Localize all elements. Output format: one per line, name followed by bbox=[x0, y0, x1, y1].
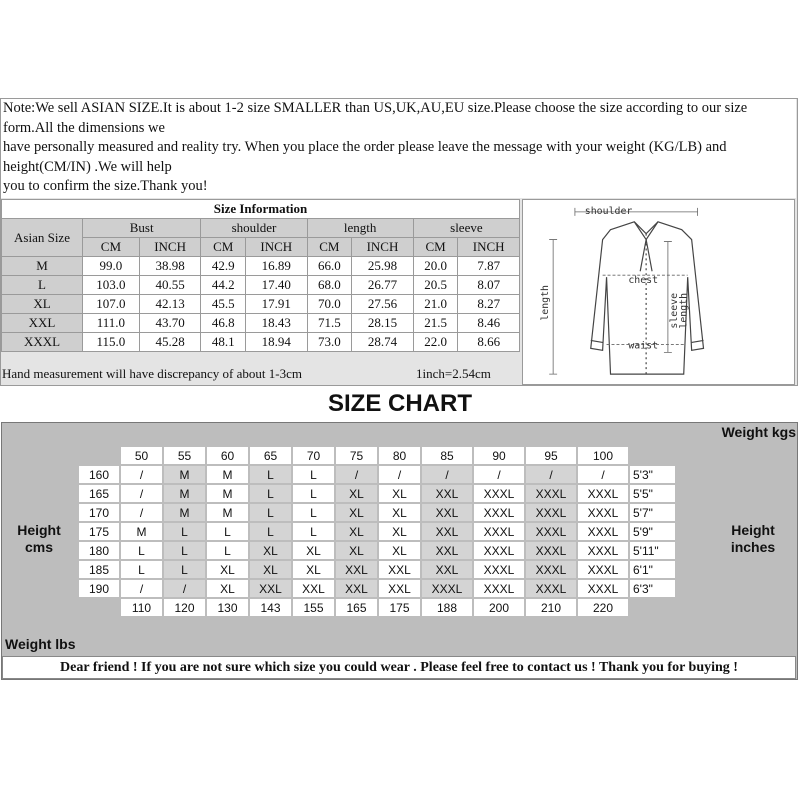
size-cell: XL bbox=[207, 561, 248, 578]
size-cell: XXXL bbox=[526, 580, 576, 597]
size-cell: M bbox=[164, 485, 205, 502]
shoulder-label: shoulder bbox=[584, 205, 633, 217]
size-cell: L bbox=[207, 523, 248, 540]
size-cell: XXL bbox=[422, 542, 472, 559]
measurement-cell: 17.40 bbox=[246, 276, 308, 295]
size-cell: XL bbox=[336, 504, 377, 521]
size-cell: XXL bbox=[250, 580, 291, 597]
weight-lbs-cell: 130 bbox=[207, 599, 248, 616]
unit-header: CM bbox=[201, 238, 246, 257]
measurement-cell: 40.55 bbox=[139, 276, 201, 295]
size-info-row bbox=[2, 276, 520, 295]
measurement-cell: 99.0 bbox=[83, 257, 140, 276]
weight-kg-cell: 70 bbox=[293, 447, 334, 464]
size-cell: XXL bbox=[379, 580, 420, 597]
size-cell: / bbox=[578, 466, 628, 483]
size-cell: L bbox=[164, 523, 205, 540]
size-label: M bbox=[2, 257, 83, 276]
sleeve-header: sleeve bbox=[413, 219, 519, 238]
size-cell: L bbox=[250, 466, 291, 483]
size-cell: XXL bbox=[379, 561, 420, 578]
size-chart-row bbox=[79, 561, 675, 578]
size-cell: M bbox=[164, 504, 205, 521]
size-chart-row bbox=[79, 542, 675, 559]
size-cell: XXXL bbox=[474, 504, 524, 521]
measurement-cell: 111.0 bbox=[83, 314, 140, 333]
size-chart-row bbox=[79, 485, 675, 502]
size-cell: L bbox=[293, 504, 334, 521]
corner-cell bbox=[79, 599, 119, 616]
size-info-row bbox=[2, 257, 520, 276]
bust-header: Bust bbox=[83, 219, 201, 238]
measurement-cell: 8.46 bbox=[458, 314, 520, 333]
size-cell: XL bbox=[293, 542, 334, 559]
size-cell: XXL bbox=[336, 580, 377, 597]
size-cell: XXXL bbox=[526, 523, 576, 540]
size-cell: XXXL bbox=[474, 523, 524, 540]
size-cell: XL bbox=[379, 542, 420, 559]
size-cell: M bbox=[164, 466, 205, 483]
weight-kgs-label: Weight kgs bbox=[721, 424, 796, 440]
size-cell: M bbox=[207, 466, 248, 483]
chest-label: chest bbox=[628, 275, 659, 287]
size-cell: XXXL bbox=[474, 561, 524, 578]
measurement-cell: 42.9 bbox=[201, 257, 246, 276]
size-cell: XXL bbox=[422, 485, 472, 502]
size-cell: L bbox=[293, 466, 334, 483]
size-cell: XXXL bbox=[474, 485, 524, 502]
size-cell: L bbox=[250, 485, 291, 502]
measurement-cell: 17.91 bbox=[246, 295, 308, 314]
measurement-cell: 42.13 bbox=[139, 295, 201, 314]
measurement-cell: 25.98 bbox=[352, 257, 414, 276]
size-note bbox=[1, 99, 796, 198]
size-label: XXL bbox=[2, 314, 83, 333]
size-chart-grid bbox=[77, 445, 677, 618]
height-inch-cell: 5'3" bbox=[630, 466, 675, 483]
size-chart-row bbox=[79, 504, 675, 521]
measurement-cell: 28.74 bbox=[352, 333, 414, 352]
weight-kg-cell: 100 bbox=[578, 447, 628, 464]
size-cell: XXL bbox=[336, 561, 377, 578]
size-cell: XL bbox=[250, 542, 291, 559]
height-cm-cell: 160 bbox=[79, 466, 119, 483]
note-line-2: form.All the dimensions we bbox=[3, 119, 165, 136]
weight-kg-cell: 75 bbox=[336, 447, 377, 464]
size-cell: XXXL bbox=[578, 504, 628, 521]
height-inches-label-line-2: inches bbox=[730, 539, 776, 555]
measurement-cell: 48.1 bbox=[201, 333, 246, 352]
weight-kg-cell: 95 bbox=[526, 447, 576, 464]
weight-lbs-cell: 175 bbox=[379, 599, 420, 616]
size-chart-row bbox=[79, 466, 675, 483]
weight-lbs-cell: 210 bbox=[526, 599, 576, 616]
height-inches-label-line-1: Height bbox=[731, 522, 775, 538]
unit-header: CM bbox=[307, 238, 352, 257]
size-cell: XXXL bbox=[578, 561, 628, 578]
size-cell: L bbox=[164, 542, 205, 559]
size-information-table bbox=[1, 199, 520, 352]
size-cell: XXXL bbox=[578, 523, 628, 540]
height-inch-cell: 5'11" bbox=[630, 542, 675, 559]
height-cm-cell: 190 bbox=[79, 580, 119, 597]
asian-size-header: Asian Size bbox=[2, 219, 83, 257]
weight-lbs-cell: 143 bbox=[250, 599, 291, 616]
measurement-cell: 45.5 bbox=[201, 295, 246, 314]
size-chart-row bbox=[79, 523, 675, 540]
measurement-cell: 71.5 bbox=[307, 314, 352, 333]
size-cell: XXXL bbox=[422, 580, 472, 597]
size-cell: / bbox=[422, 466, 472, 483]
note-line-3: have personally measured and reality try. When you place the order please leave the message with your weight (KG/LB) and bbox=[3, 139, 727, 155]
weight-lbs-row bbox=[79, 599, 675, 616]
weight-kg-cell: 90 bbox=[474, 447, 524, 464]
size-cell: XXXL bbox=[526, 504, 576, 521]
weight-lbs-cell: 220 bbox=[578, 599, 628, 616]
size-cell: L bbox=[293, 485, 334, 502]
size-cell: / bbox=[164, 580, 205, 597]
weight-lbs-cell: 110 bbox=[121, 599, 162, 616]
corner-cell bbox=[630, 447, 675, 464]
weight-lbs-cell: 200 bbox=[474, 599, 524, 616]
weight-kg-cell: 50 bbox=[121, 447, 162, 464]
size-cell: XL bbox=[207, 580, 248, 597]
measurement-cell: 103.0 bbox=[83, 276, 140, 295]
height-cms-label-line-2: cms bbox=[24, 539, 54, 555]
height-cm-cell: 185 bbox=[79, 561, 119, 578]
note-line-5: you to confirm the size.Thank you! bbox=[3, 178, 208, 194]
size-cell: / bbox=[121, 466, 162, 483]
size-cell: XXL bbox=[422, 504, 472, 521]
size-cell: XXXL bbox=[578, 485, 628, 502]
size-cell: XXXL bbox=[474, 580, 524, 597]
unit-header: INCH bbox=[139, 238, 201, 257]
sleeve-length-label: length bbox=[678, 292, 690, 329]
size-label: XXXL bbox=[2, 333, 83, 352]
size-cell: XL bbox=[336, 485, 377, 502]
height-cms-label-line-1: Height bbox=[17, 522, 61, 538]
unit-header: INCH bbox=[458, 238, 520, 257]
height-inch-cell: 5'7" bbox=[630, 504, 675, 521]
shirt-measurement-illustration bbox=[523, 200, 794, 384]
unit-header: CM bbox=[413, 238, 458, 257]
height-inch-cell: 6'3" bbox=[630, 580, 675, 597]
measurement-cell: 45.28 bbox=[139, 333, 201, 352]
measurement-cell: 68.0 bbox=[307, 276, 352, 295]
height-cm-cell: 180 bbox=[79, 542, 119, 559]
measurement-cell: 66.0 bbox=[307, 257, 352, 276]
size-info-row bbox=[2, 314, 520, 333]
size-cell: XXXL bbox=[578, 580, 628, 597]
size-cell: XL bbox=[250, 561, 291, 578]
size-cell: / bbox=[336, 466, 377, 483]
weight-lbs-cell: 165 bbox=[336, 599, 377, 616]
measurement-cell: 28.15 bbox=[352, 314, 414, 333]
size-cell: / bbox=[121, 580, 162, 597]
contact-footer: Dear friend ! If you are not sure which size you could wear . Please feel free to contact us ! Thank you for buying ! bbox=[2, 656, 796, 679]
length-header: length bbox=[307, 219, 413, 238]
size-cell: / bbox=[121, 504, 162, 521]
size-cell: XXL bbox=[422, 523, 472, 540]
size-cell: L bbox=[250, 523, 291, 540]
size-cell: M bbox=[207, 485, 248, 502]
measurement-cell: 38.98 bbox=[139, 257, 201, 276]
unit-header: CM bbox=[83, 238, 140, 257]
size-cell: L bbox=[293, 523, 334, 540]
size-cell: XL bbox=[379, 504, 420, 521]
size-cell: XXL bbox=[293, 580, 334, 597]
weight-lbs-cell: 155 bbox=[293, 599, 334, 616]
measurement-cell: 20.5 bbox=[413, 276, 458, 295]
measurement-cell: 43.70 bbox=[139, 314, 201, 333]
size-cell: XL bbox=[293, 561, 334, 578]
weight-kg-row bbox=[79, 447, 675, 464]
weight-kg-cell: 55 bbox=[164, 447, 205, 464]
note-line-1: Note:We sell ASIAN SIZE.It is about 1-2 size SMALLER than US,UK,AU,EU size.Please choose the size according to our size bbox=[3, 100, 748, 116]
unit-header: INCH bbox=[352, 238, 414, 257]
size-cell: L bbox=[250, 504, 291, 521]
measurement-cell: 107.0 bbox=[83, 295, 140, 314]
measurement-cell: 22.0 bbox=[413, 333, 458, 352]
height-cm-cell: 165 bbox=[79, 485, 119, 502]
size-cell: L bbox=[207, 542, 248, 559]
size-cell: XL bbox=[336, 523, 377, 540]
corner-cell bbox=[79, 447, 119, 464]
size-chart-row bbox=[79, 580, 675, 597]
measurement-cell: 8.66 bbox=[458, 333, 520, 352]
size-cell: L bbox=[121, 561, 162, 578]
height-inch-cell: 5'5" bbox=[630, 485, 675, 502]
weight-lbs-label: Weight lbs bbox=[2, 634, 796, 655]
height-cm-cell: 170 bbox=[79, 504, 119, 521]
size-cell: XXXL bbox=[474, 542, 524, 559]
height-inches-label bbox=[712, 522, 794, 556]
shoulder-header: shoulder bbox=[201, 219, 307, 238]
size-cell: XL bbox=[379, 485, 420, 502]
size-cell: / bbox=[121, 485, 162, 502]
unit-header: INCH bbox=[246, 238, 308, 257]
length-label: length bbox=[540, 285, 552, 321]
inch-conversion-note: 1inch=2.54cm bbox=[416, 366, 491, 381]
weight-kg-cell: 85 bbox=[422, 447, 472, 464]
measurement-cell: 46.8 bbox=[201, 314, 246, 333]
size-info-row bbox=[2, 333, 520, 352]
hand-measurement-note: Hand measurement will have discrepancy of about 1-3cm bbox=[2, 366, 302, 381]
size-cell: XXXL bbox=[526, 561, 576, 578]
size-info-row bbox=[2, 295, 520, 314]
shirt-diagram bbox=[522, 199, 795, 385]
measurement-cell: 70.0 bbox=[307, 295, 352, 314]
size-label: L bbox=[2, 276, 83, 295]
sleeve-label: sleeve bbox=[668, 292, 680, 329]
measurement-cell: 18.43 bbox=[246, 314, 308, 333]
measurement-cell: 73.0 bbox=[307, 333, 352, 352]
measurement-cell: 16.89 bbox=[246, 257, 308, 276]
weight-kg-cell: 65 bbox=[250, 447, 291, 464]
weight-lbs-cell: 188 bbox=[422, 599, 472, 616]
measurement-cell: 26.77 bbox=[352, 276, 414, 295]
size-cell: / bbox=[379, 466, 420, 483]
size-cell: / bbox=[474, 466, 524, 483]
size-cell: L bbox=[164, 561, 205, 578]
note-line-4: height(CM/IN) .We will help bbox=[3, 158, 172, 175]
measurement-cell: 7.87 bbox=[458, 257, 520, 276]
measurement-cell: 20.0 bbox=[413, 257, 458, 276]
size-cell: XXXL bbox=[526, 485, 576, 502]
waist-label: waist bbox=[628, 340, 659, 352]
size-cell: M bbox=[121, 523, 162, 540]
height-cms-label bbox=[3, 522, 75, 556]
measurement-cell: 18.94 bbox=[246, 333, 308, 352]
size-cell: / bbox=[526, 466, 576, 483]
size-info-title: Size Information bbox=[2, 200, 520, 219]
measurement-cell: 115.0 bbox=[83, 333, 140, 352]
height-cm-cell: 175 bbox=[79, 523, 119, 540]
size-label: XL bbox=[2, 295, 83, 314]
size-cell: XL bbox=[336, 542, 377, 559]
measurement-cell: 21.0 bbox=[413, 295, 458, 314]
measurement-cell: 44.2 bbox=[201, 276, 246, 295]
measurement-cell: 8.07 bbox=[458, 276, 520, 295]
size-cell: XXL bbox=[422, 561, 472, 578]
size-chart-title: SIZE CHART bbox=[328, 390, 472, 417]
size-cell: XXXL bbox=[526, 542, 576, 559]
size-cell: M bbox=[207, 504, 248, 521]
height-inch-cell: 6'1" bbox=[630, 561, 675, 578]
height-inch-cell: 5'9" bbox=[630, 523, 675, 540]
measurement-cell: 8.27 bbox=[458, 295, 520, 314]
weight-kg-cell: 80 bbox=[379, 447, 420, 464]
weight-lbs-cell: 120 bbox=[164, 599, 205, 616]
size-cell: XL bbox=[379, 523, 420, 540]
size-cell: L bbox=[121, 542, 162, 559]
weight-kg-cell: 60 bbox=[207, 447, 248, 464]
size-cell: XXXL bbox=[578, 542, 628, 559]
measurement-cell: 21.5 bbox=[413, 314, 458, 333]
measurement-cell: 27.56 bbox=[352, 295, 414, 314]
